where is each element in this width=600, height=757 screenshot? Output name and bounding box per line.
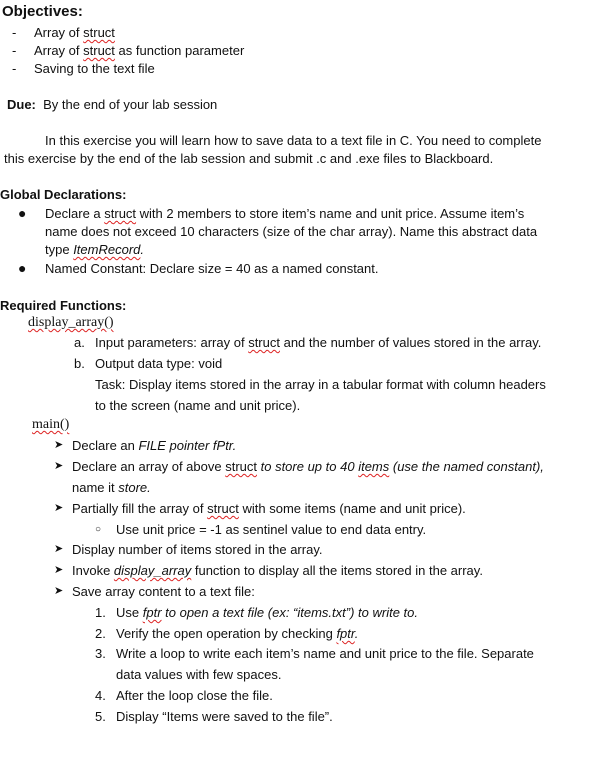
arrow-bullet-icon: ➤ bbox=[54, 543, 64, 555]
step-1: Use fptr to open a text file (ex: “items.txt”) to write to. bbox=[116, 605, 419, 620]
objectives-heading: Objectives: bbox=[2, 3, 83, 20]
main-item-5: Invoke display_array function to display all the items stored in the array. bbox=[72, 563, 483, 578]
arrow-bullet-icon: ➤ bbox=[54, 585, 64, 597]
main-item-3: Partially fill the array of struct with some items (name and unit price). bbox=[72, 501, 466, 516]
main-item-2-line-2: name it store. bbox=[72, 480, 151, 495]
bullet-dot: ● bbox=[18, 205, 27, 221]
step-number-2: 2. bbox=[95, 626, 106, 641]
task-line-1: Task: Display items stored in the array in a tabular format with column headers bbox=[95, 377, 546, 392]
step-4: After the loop close the file. bbox=[116, 688, 273, 703]
step-number-1: 1. bbox=[95, 605, 106, 620]
arrow-bullet-icon: ➤ bbox=[54, 502, 64, 514]
arrow-bullet-icon: ➤ bbox=[54, 460, 64, 472]
list-marker-b: b. bbox=[74, 356, 85, 371]
main-item-4: Display number of items stored in the array. bbox=[72, 542, 323, 557]
main-item-6: Save array content to a text file: bbox=[72, 584, 255, 599]
step-number-5: 5. bbox=[95, 709, 106, 724]
step-3-line-2: data values with few spaces. bbox=[116, 667, 282, 682]
circle-bullet-icon: ○ bbox=[95, 524, 102, 535]
dash-marker: - bbox=[12, 25, 17, 40]
objective-item-2: - Array of struct as function parameter bbox=[12, 40, 244, 61]
dash-marker: - bbox=[12, 43, 17, 58]
global-bullet-1-line-3: type ItemRecord. bbox=[45, 242, 145, 257]
due-text: By the end of your lab session bbox=[43, 97, 218, 112]
bullet-dot: ● bbox=[18, 260, 27, 276]
objective-item-3: - Saving to the text file bbox=[12, 58, 155, 79]
main-function-name: main() bbox=[32, 417, 70, 432]
intro-line-1: In this exercise you will learn how to save data to a text file in C. You need to complete bbox=[45, 133, 542, 148]
objective-item-1: - Array of struct bbox=[12, 22, 115, 43]
global-heading: Global Declarations: bbox=[0, 187, 127, 202]
main-item-3-sub: Use unit price = -1 as sentinel value to end data entry. bbox=[116, 522, 427, 537]
due-label: Due: bbox=[7, 97, 36, 112]
list-marker-a: a. bbox=[74, 335, 85, 350]
required-heading: Required Functions: bbox=[0, 298, 127, 313]
param-item-a: Input parameters: array of struct and the number of values stored in the array. bbox=[95, 335, 542, 350]
display-array-function-name: display_array() bbox=[28, 315, 114, 330]
step-number-4: 4. bbox=[95, 688, 106, 703]
global-bullet-1-line-1: Declare a struct with 2 members to store item’s name and unit price. Assume item’s bbox=[45, 206, 525, 221]
step-5: Display “Items were saved to the file”. bbox=[116, 709, 333, 724]
task-line-2: to the screen (name and unit price). bbox=[95, 398, 301, 413]
arrow-bullet-icon: ➤ bbox=[54, 564, 64, 576]
main-item-2-line-1: Declare an array of above struct to store up to 40 items (use the named constant), bbox=[72, 459, 544, 474]
main-item-1: Declare an FILE pointer fPtr. bbox=[72, 438, 237, 453]
step-3-line-1: Write a loop to write each item’s name and unit price to the file. Separate bbox=[116, 646, 534, 661]
arrow-bullet-icon: ➤ bbox=[54, 439, 64, 451]
step-2: Verify the open operation by checking fptr. bbox=[116, 626, 359, 641]
dash-marker: - bbox=[12, 61, 17, 76]
due-line bbox=[7, 94, 217, 115]
step-number-3: 3. bbox=[95, 646, 106, 661]
global-bullet-2: Named Constant: Declare size = 40 as a named constant. bbox=[45, 261, 379, 276]
param-item-b: Output data type: void bbox=[95, 356, 223, 371]
intro-line-2: this exercise by the end of the lab session and submit .c and .exe files to Blackboard. bbox=[4, 151, 494, 166]
global-bullet-1-line-2: name does not exceed 10 characters (size of the char array). Name this abstract data bbox=[45, 224, 538, 239]
